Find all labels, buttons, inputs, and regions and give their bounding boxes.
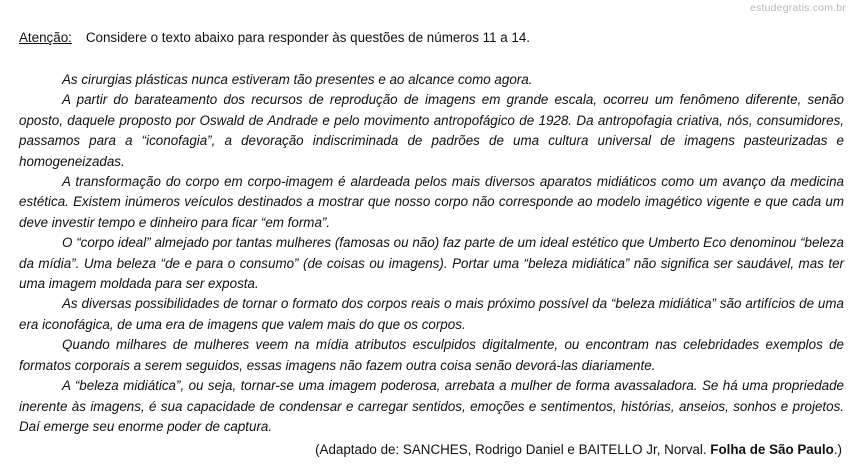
source-prefix: (Adaptado de: SANCHES, Rodrigo Daniel e BAITELLO Jr, Norval. xyxy=(315,442,711,457)
paragraph: A partir do barateamento dos recursos de reprodução de imagens em grande escala, ocorreu um fenômeno diferente, senão oposto, daquele proposto por Oswald de Andrade e pelo movimento antropofágico de 1928. Da antropofagia criativa, nós, consumidores, passamos para a “iconofagia”, a devoração indiscriminada de padrões de uma cultura universal de imagens pasteurizadas e homogeneizadas. xyxy=(19,92,844,169)
paragraph: As diversas possibilidades de tornar o formato dos corpos reais o mais próximo possível da “beleza midiática” são artifícios de uma era iconofágica, de uma era de imagens que valem mais do que os corpos. xyxy=(19,296,844,332)
paragraph: Quando milhares de mulheres veem na mídia atributos esculpidos digitalmente, ou encontram nas celebridades exemplos de formatos corporais a serem seguidos, essas imagens não fazem outra coisa senão devorá-las diariamente. xyxy=(19,337,844,373)
watermark: estudegratis.com.br xyxy=(749,2,846,14)
attention-header xyxy=(19,29,834,47)
source-publication: Folha de São Paulo xyxy=(710,442,834,457)
source-suffix: .) xyxy=(833,442,842,457)
paragraph: O “corpo ideal” almejado por tantas mulheres (famosas ou não) faz parte de um ideal estético que Umberto Eco denominou “beleza da mídia”. Uma beleza “de e para o consumo” (de coisas ou imagens). Portar uma “beleza midiática” não significa ser saudável, mas ter uma imagem moldada para ser exposta. xyxy=(19,235,844,292)
source-citation xyxy=(315,441,842,459)
article-text xyxy=(19,70,844,437)
attention-label: Atenção: xyxy=(19,30,72,45)
attention-instruction: Considere o texto abaixo para responder às questões de números 11 a 14. xyxy=(85,30,531,45)
paragraph: A “beleza midiática”, ou seja, tornar-se uma imagem poderosa, arrebata a mulher de forma avassaladora. Se há uma propriedade inerente às imagens, é sua capacidade de condensar e carregar sentidos, emoções e sentimentos, histórias, anseios, sonhos e projetos. Daí emerge seu enorme poder de captura. xyxy=(19,378,844,434)
paragraph: A transformação do corpo em corpo-imagem é alardeada pelos mais diversos aparatos midiáticos como um avanço da medicina estética. Existem inúmeros veículos destinados a mostrar que nosso corpo não corresponde ao modelo imagético vigente e que cada um deve investir tempo e dinheiro para ficar “em forma”. xyxy=(19,174,844,230)
paragraph: As cirurgias plásticas nunca estiveram tão presentes e ao alcance como agora. xyxy=(62,72,533,87)
